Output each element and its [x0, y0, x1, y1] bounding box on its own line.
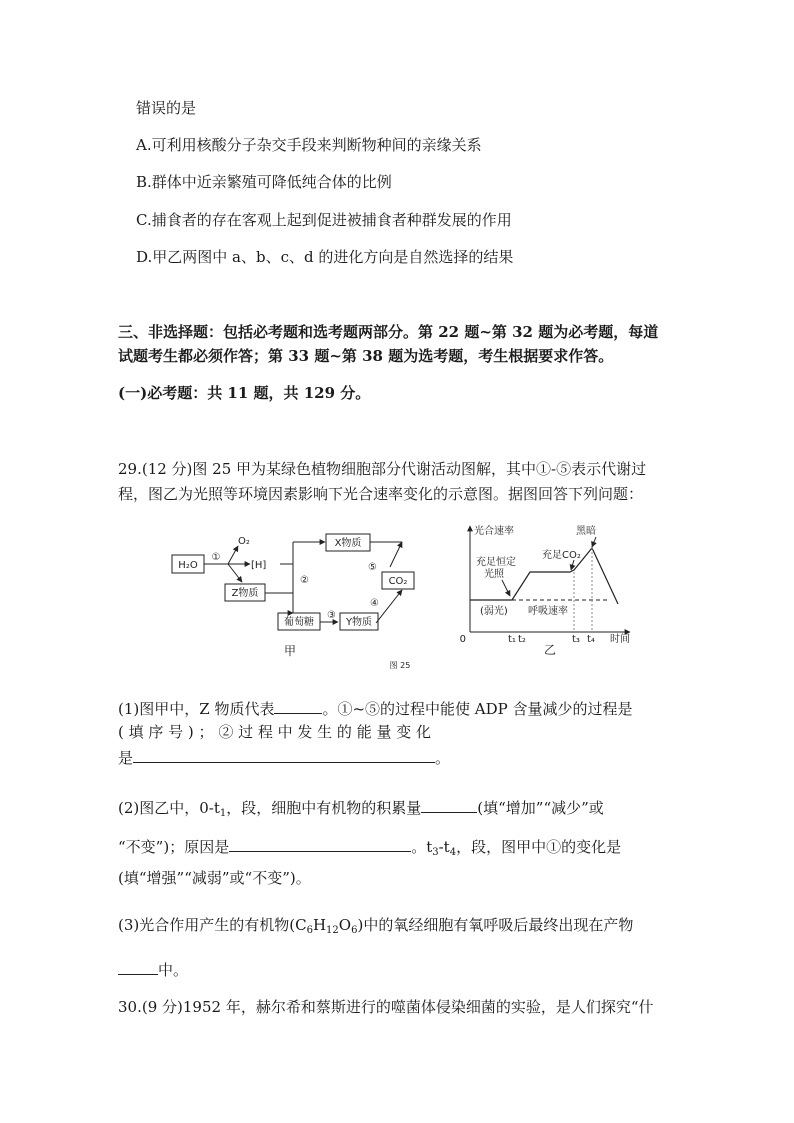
- option-d: D.甲乙两图中 a、b、c、d 的进化方向是自然选择的结果: [136, 248, 514, 266]
- circle-2: ②: [300, 575, 309, 586]
- co2-label: CO₂: [388, 576, 408, 587]
- light-label-line1: 充足恒定: [476, 557, 516, 568]
- respiration-label: 呼吸速率: [528, 606, 568, 617]
- question-intro: 错误的是: [136, 99, 197, 117]
- arrow-y-to-co2: [376, 590, 402, 623]
- q29-part2-line2: “不变”)；原因是 。$t_3-t_4$，段，图甲中①的变化是: [118, 838, 622, 858]
- q29-stem-line1: 29.(12 分)图 25 甲为某绿色植物细胞部分代谢活动图解，其中①-⑤表示代谢过: [118, 460, 647, 478]
- h-label: [H]: [251, 560, 267, 571]
- x-label: X物质: [334, 538, 362, 549]
- dark-label: 黑暗: [576, 526, 596, 537]
- weak-light-label: (弱光): [480, 606, 508, 617]
- tick-t1: t₁: [508, 634, 516, 645]
- figure-yi-label: 乙: [543, 643, 557, 657]
- blank-oxygen-product[interactable]: [118, 959, 158, 975]
- z-label: Z物质: [231, 588, 259, 599]
- tick-t4: t₄: [587, 634, 595, 645]
- q29-part3-line2: 中。: [118, 959, 188, 980]
- origin-label: 0: [459, 634, 466, 645]
- arrow-co2-to-x: [390, 542, 402, 567]
- figure-jia-label: 甲: [283, 644, 297, 658]
- circle-4: ④: [370, 598, 379, 609]
- circle-1: ①: [211, 552, 221, 563]
- tick-t2: t₂: [518, 634, 526, 645]
- section-heading-line2: 试题考生都必须作答；第 33 题~第 38 题为选考题，考生根据要求作答。: [118, 347, 614, 365]
- q29-part3-line1: (3)光合作用产生的有机物$(C_6H_{12}O_6)$中的氧经细胞有氧呼吸后最终出现在产物: [118, 916, 634, 936]
- q29-part2-line3: (填“增强”“减弱”或“不变”)。: [118, 869, 311, 887]
- circle-5: ⑤: [368, 562, 377, 573]
- diagram-jia: [172, 534, 414, 670]
- light-label-line2: 光照: [484, 569, 504, 580]
- figure-25: [150, 520, 640, 674]
- section-heading-line1: 三、非选择题：包括必考题和选考题两部分。第 22 题~第 32 题为必考题，每道: [118, 323, 659, 341]
- section-subheading: (一)必考题：共 11 题，共 129 分。: [118, 384, 371, 402]
- figure-caption: 图 25: [389, 661, 411, 670]
- glucose-label: 葡萄糖: [284, 617, 314, 628]
- co2-arrow: [571, 560, 574, 570]
- arrow-z: [228, 564, 242, 582]
- y-label: Y物质: [345, 617, 373, 628]
- blank-reason[interactable]: [229, 836, 411, 852]
- light-arrow: [502, 580, 510, 596]
- arrow-o2: [228, 546, 238, 564]
- blank-energy-change[interactable]: [133, 747, 435, 763]
- tick-t3: t₃: [572, 634, 580, 645]
- q29-part1-line1: (1)图甲中，Z 物质代表 。①~⑤的过程中能使 ADP 含量减少的过程是: [118, 700, 633, 718]
- co2-label-yi: 充足CO₂: [542, 550, 581, 561]
- y-axis-label: 光合速率: [474, 526, 514, 537]
- blank-z-substance[interactable]: [274, 698, 322, 714]
- blank-accumulation[interactable]: [421, 797, 477, 813]
- option-b: B.群体中近亲繁殖可降低纯合体的比例: [136, 173, 392, 191]
- circle-3: ③: [327, 610, 336, 621]
- option-a: A.可利用核酸分子杂交手段来判断物种间的亲缘关系: [136, 136, 482, 154]
- o2-label: O₂: [238, 536, 250, 547]
- q30-stem-line1: 30.(9 分)1952 年，赫尔希和蔡斯进行的噬菌体侵染细菌的实验，是人们探究“什: [118, 998, 654, 1016]
- h2o-label: H₂O: [178, 560, 198, 571]
- figure-25-svg: [150, 520, 640, 670]
- q29-part1-line2: ( 填 序 号 ) ； ② 过 程 中 发 生 的 能 量 变 化: [118, 723, 431, 741]
- q29-part1-line3: 是 。: [118, 749, 451, 767]
- x-axis-label: 时间: [610, 634, 630, 645]
- option-c: C.捕食者的存在客观上起到促进被捕食者种群发展的作用: [136, 211, 512, 229]
- graph-yi: [460, 524, 630, 657]
- q29-part2-line1: (2)图乙中，$0-t_1$，段，细胞中有机物的积累量 (填“增加”“减少”或: [118, 799, 604, 819]
- q29-stem-line2: 程，图乙为光照等环境因素影响下光合速率变化的示意图。据图回答下列问题：: [118, 485, 644, 503]
- dark-arrow: [592, 537, 596, 547]
